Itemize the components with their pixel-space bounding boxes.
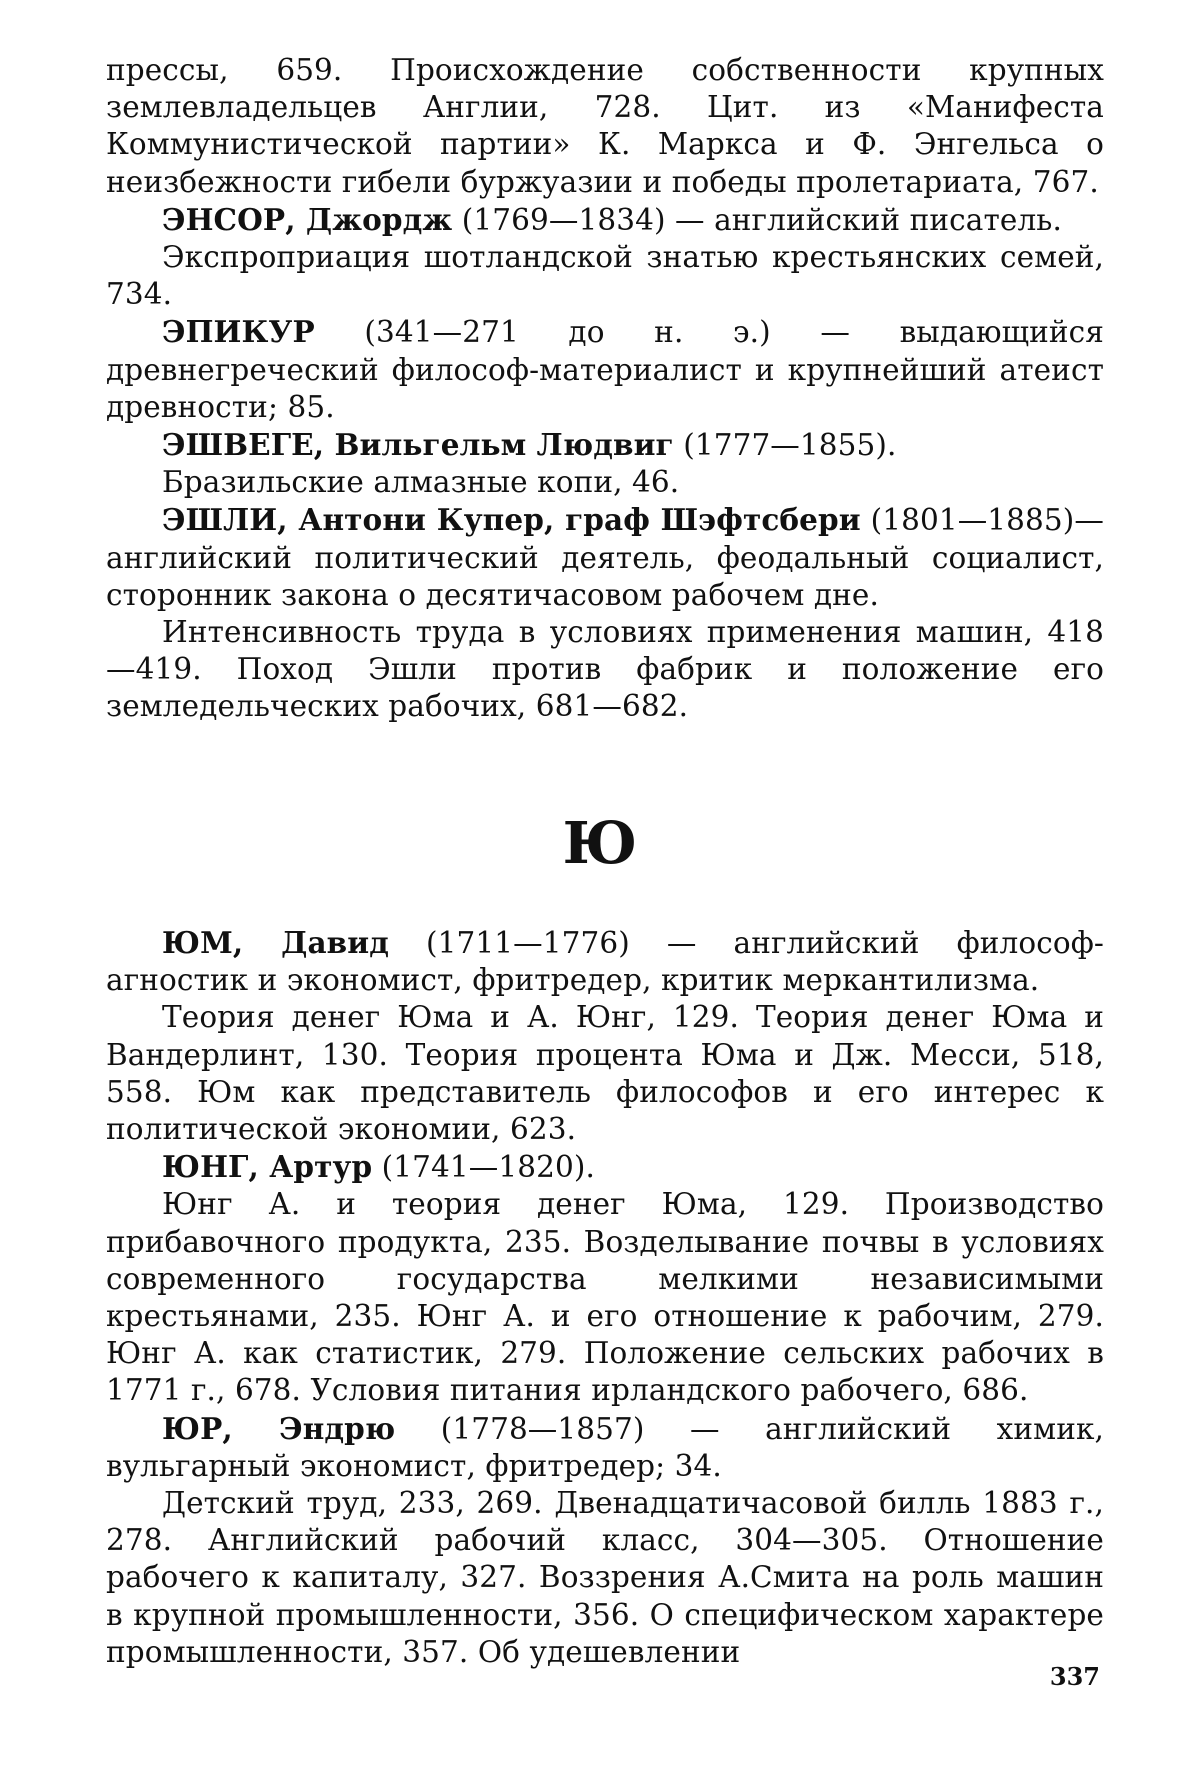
entry-body: Бразильские алмазные копи, 46. bbox=[162, 465, 680, 500]
entry-description: (1801—1885)— английский политический деятель, феодальный социалист, сторонник закона о десятичасовом рабочем дне. bbox=[106, 503, 1104, 612]
entry-heading bbox=[106, 924, 1104, 999]
entry-name: ЭШЛИ, Антони Купер, граф Шэфтсбери bbox=[162, 502, 861, 538]
entry-heading bbox=[106, 1410, 1104, 1485]
entry-name: ЭШВЕГЕ, Вильгельм Людвиг bbox=[162, 427, 674, 463]
entry-name: ЭПИКУР bbox=[162, 314, 315, 350]
index-section-yu bbox=[106, 924, 1104, 1671]
entry-name: ЮР, Эндрю bbox=[162, 1410, 396, 1446]
entry-body: Юнг А. и теория денег Юма, 129. Производство прибавочного продукта, 235. Возделывание почвы в условиях современного государства мелкими независимыми крестьянами, 235. Юнг А. и его отношение к рабочим, 279. Юнг А. как статистик, 279. Положение сельских рабочих в 1771 г., 678. Условия питания ирландского рабочего, 686. bbox=[106, 1187, 1104, 1408]
entry-body: Теория денег Юма и А. Юнг, 129. Теория денег Юма и Вандерлинт, 130. Теория процента Юма и Дж. Месси, 518, 558. Юм как представитель философов и его интерес к политической экономии, 623. bbox=[106, 1000, 1104, 1147]
index-entry-epicurus bbox=[106, 313, 1104, 426]
entry-description: (1741—1820). bbox=[372, 1150, 595, 1185]
entry-heading bbox=[106, 201, 1104, 239]
section-letter-heading: Ю bbox=[562, 809, 638, 877]
entry-heading bbox=[106, 501, 1104, 614]
entry-description: (341—271 до н. э.) — выдающийся древнегреческий философ-материалист и крупнейший атеист древности; 85. bbox=[106, 315, 1104, 424]
page-number: 337 bbox=[1049, 1662, 1100, 1691]
index-entry-ashley bbox=[106, 501, 1104, 725]
index-entry-ure bbox=[106, 1410, 1104, 1671]
entry-description: (1778—1857) — английский химик, вульгарный экономист, фритредер; 34. bbox=[106, 1411, 1104, 1483]
entry-name: ЮМ, Давид bbox=[162, 925, 390, 960]
entry-body: Интенсивность труда в условиях применения машин, 418—419. Поход Эшли против фабрик и положение его земледельческих рабочих, 681—682. bbox=[106, 615, 1104, 724]
index-entry-ensor bbox=[106, 201, 1104, 314]
index-entry-hume bbox=[106, 924, 1104, 1148]
entry-name: ЮНГ, Артур bbox=[162, 1149, 373, 1185]
entry-description: (1777—1855). bbox=[673, 428, 897, 463]
entry-heading bbox=[106, 426, 1104, 464]
entry-description: (1769—1834) — английский писатель. bbox=[452, 202, 1062, 237]
continuation-paragraph: прессы, 659. Происхождение собственности крупных землевладельцев Англии, 728. Цит. из «Манифеста Коммунистической партии» К. Маркса и Ф. Энгельса о неизбежности гибели буржуазии и победы пролетариата, 767. bbox=[106, 53, 1104, 199]
index-page-top bbox=[106, 52, 1104, 726]
index-entry-eschwege bbox=[106, 426, 1104, 501]
entry-name: ЭНСОР, Джордж bbox=[162, 201, 453, 237]
entry-body: Экспроприация шотландской знатью крестьянских семей, 734. bbox=[106, 240, 1104, 312]
entry-description: (1711—1776) — английский философ-агностик и экономист, фритредер, критик меркантилизма. bbox=[106, 926, 1104, 998]
index-entry-young bbox=[106, 1148, 1104, 1409]
entry-heading bbox=[106, 313, 1104, 426]
entry-body: Детский труд, 233, 269. Двенадцатичасовой билль 1883 г., 278. Английский рабочий класс, 304—305. Отношение рабочего к капиталу, 327. Воззрения А.Смита на роль машин в крупной промышленности, 356. О специфическом характере промышленности, 357. Об удешевлении bbox=[106, 1486, 1104, 1669]
entry-heading bbox=[106, 1148, 1104, 1186]
